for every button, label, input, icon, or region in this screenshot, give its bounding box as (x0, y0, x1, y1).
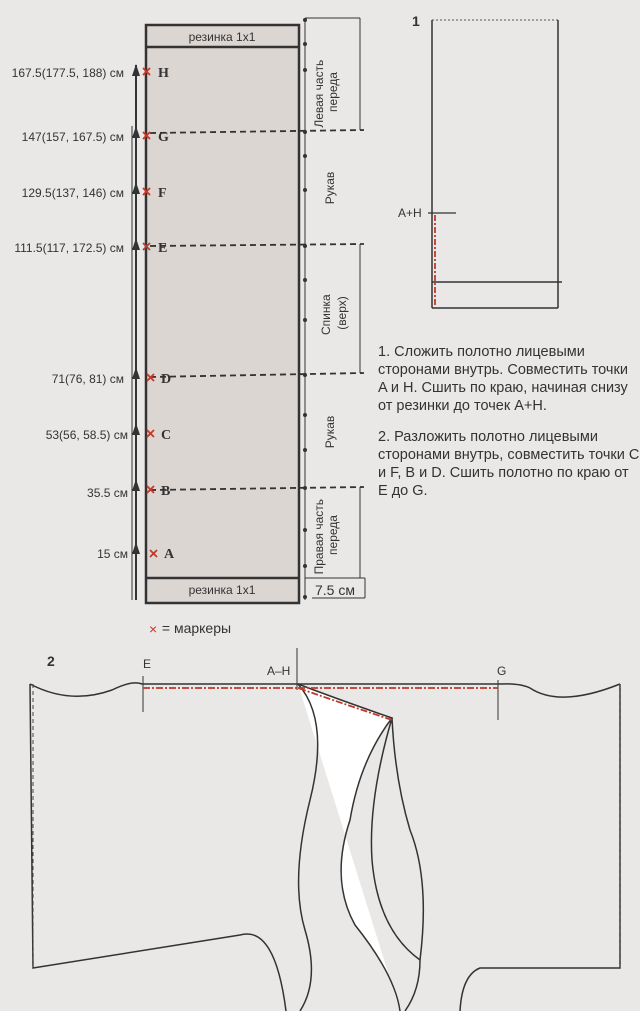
measure-c: 53(56, 58.5) см (45, 428, 128, 442)
marker-letter-b: B (161, 484, 171, 499)
section-left-front: Левая часть переда (312, 59, 340, 128)
legend-marker-symbol: × (149, 621, 158, 637)
instruction-1: 1. Сложить полотно лицевыми сторонами внутрь. Совместить точки A и H. Сшить по краю, начиная снизу от резинки до точек A+H. (378, 344, 628, 414)
legend-text: = маркеры (158, 620, 232, 636)
measure-a: 15 см (97, 547, 128, 561)
measure-b: 35.5 см (87, 486, 128, 500)
marker-letter-c: C (161, 428, 172, 443)
strip-body (146, 25, 299, 603)
garment-figure-number: 2 (47, 653, 55, 669)
section-right-front: Правая часть переда (312, 498, 340, 575)
garment-label-ah: A–H (267, 664, 291, 678)
marker-letter-f: F (158, 186, 167, 201)
width-label: 7.5 см (315, 582, 355, 598)
instructions (378, 343, 640, 513)
small-figure (398, 13, 562, 308)
instruction-2: 2. Разложить полотно лицевыми сторонами внутрь, совместить точки C и F, B и D. Сшить полотно по краю от E до G. (378, 429, 640, 499)
measure-g: 147(157, 167.5) см (21, 130, 124, 144)
section-sleeve-top: Рукав (323, 171, 337, 205)
small-figure-label: A+H (398, 206, 422, 220)
section-back: Спинка (верх) (319, 294, 349, 336)
measure-h: 167.5(177.5, 188) см (11, 66, 124, 80)
marker-letter-d: D (161, 372, 172, 387)
measure-d: 71(76, 81) см (51, 372, 124, 386)
strip-figure (12, 18, 365, 637)
small-figure-number: 1 (412, 13, 420, 29)
rib-label-bottom: резинка 1x1 (188, 583, 256, 597)
garment-label-e: E (143, 657, 152, 671)
marker-letter-e: E (158, 241, 168, 256)
measure-f: 129.5(137, 146) см (21, 186, 124, 200)
garment-figure (30, 648, 620, 1011)
rib-label-top: резинка 1x1 (188, 30, 256, 44)
marker-letter-g: G (158, 130, 169, 145)
measure-e: 111.5(117, 172.5) см (14, 241, 124, 255)
marker-letter-a: A (164, 547, 175, 562)
marker-letter-h: H (158, 66, 169, 81)
garment-label-g: G (497, 664, 507, 678)
section-sleeve-bottom: Рукав (323, 415, 337, 449)
